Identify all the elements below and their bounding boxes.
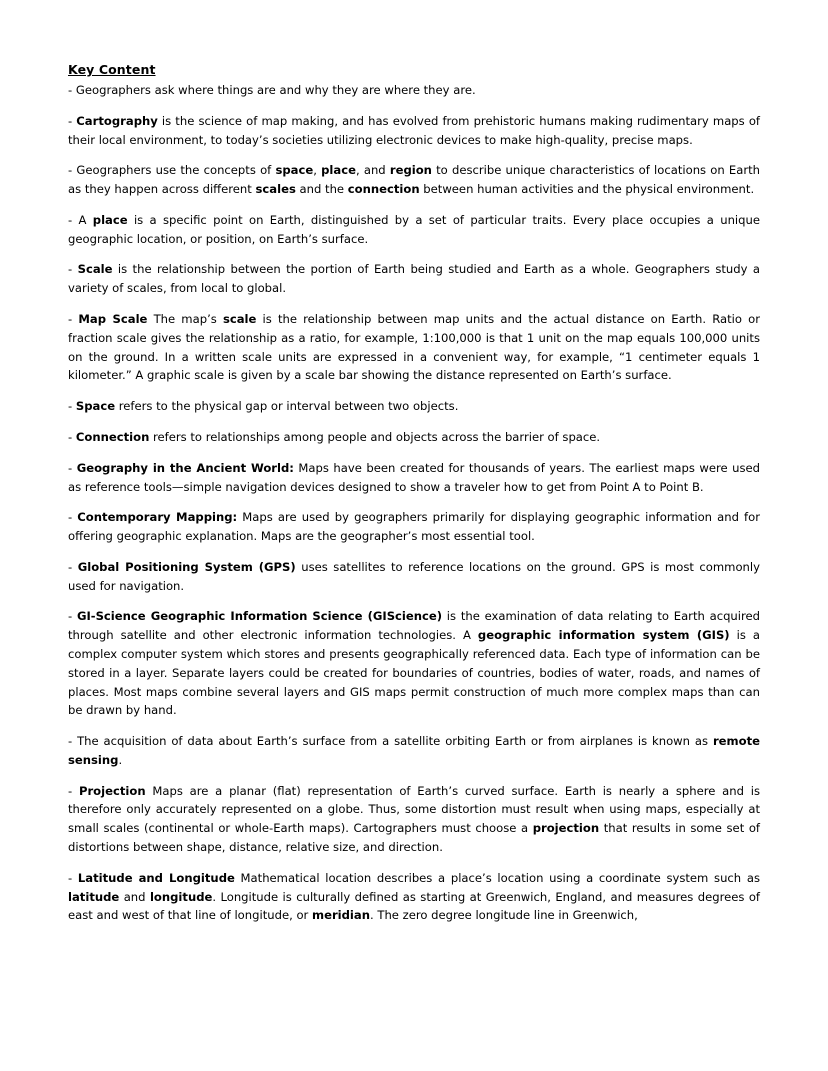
body-text: . Longitude is culturally defined as starting at Greenwich, England, and measures degrees of east and west of that line of longitude, or [68, 889, 761, 923]
body-text: is the examination of data relating to Earth acquired through satellite and other electronic information technologies. A [68, 609, 760, 643]
emphasis-term: Connection [75, 429, 150, 444]
paragraph [68, 732, 760, 770]
emphasis-term: place [92, 212, 128, 227]
emphasis-term: Contemporary Mapping: [77, 510, 238, 525]
body-text: is the science of map making, and has evolved from prehistoric humans making rudimentary maps of their local environment, to today’s societies utilizing electronic devices to make high-quality, precise maps. [68, 113, 760, 147]
document-body [68, 81, 760, 925]
body-text: . [118, 752, 123, 767]
paragraph [68, 260, 760, 298]
paragraph [68, 211, 760, 249]
emphasis-term: geographic information system (GIS) [477, 628, 730, 643]
emphasis-term: Scale [77, 262, 113, 277]
emphasis-term: connection [347, 182, 420, 197]
body-text: - [68, 783, 79, 798]
body-text: is the relationship between map units and the actual distance on Earth. Ratio or fraction scale gives the relationship as a ratio, for example, 1:100,000 is that 1 unit on the map equals 100,000 units on the ground. In a written scale units are expressed in a convenient way, for example, “1 centimeter equals 1 kilometer.” A graphic scale is given by a scale bar showing the distance represented on Earth’s surface. [68, 312, 760, 383]
body-text: and the [295, 182, 348, 197]
paragraph [68, 782, 760, 857]
body-text: between human activities and the physical environment. [419, 182, 755, 197]
emphasis-term: Global Positioning System (GPS) [77, 559, 296, 574]
body-text: Maps have been created for thousands of years. The earliest maps were used as reference tools—simple navigation devices designed to show a traveler how to get from Point A to Point B. [68, 460, 760, 494]
emphasis-term: remote sensing [68, 734, 760, 767]
paragraph [68, 397, 760, 416]
paragraph [68, 607, 760, 720]
paragraph [68, 161, 760, 199]
emphasis-term: scale [222, 312, 257, 327]
emphasis-term: scales [255, 182, 296, 197]
body-text: Mathematical location describes a place’s location using a coordinate system such as [234, 870, 760, 885]
emphasis-term: GI-Science Geographic Information Science (GIScience) [76, 609, 443, 624]
body-text: refers to the physical gap or interval between two objects. [115, 399, 459, 414]
emphasis-term: Cartography [76, 113, 158, 128]
body-text: - Geographers ask where things are and why they are where they are. [68, 83, 476, 97]
body-text: uses satellites to reference locations on the ground. GPS is most commonly used for navigation. [68, 559, 760, 593]
body-text: - [68, 510, 78, 525]
body-text: that results in some set of distortions between shape, distance, relative size, and direction. [68, 821, 760, 854]
body-text: and [119, 889, 150, 904]
emphasis-term: meridian [312, 908, 370, 923]
body-text: - The acquisition of data about Earth’s surface from a satellite orbiting Earth or from airplanes is known as [68, 734, 713, 749]
body-text: , [313, 163, 322, 178]
body-text: - [68, 262, 78, 277]
body-text: to describe unique characteristics of locations on Earth as they happen across different [68, 163, 761, 197]
emphasis-term: latitude [68, 889, 120, 904]
body-text: - [68, 113, 77, 128]
body-text: The map’s [147, 312, 223, 327]
body-text: - [68, 460, 77, 475]
body-text: Maps are a planar (flat) representation of Earth’s curved surface. Earth is nearly a sphere and is therefore only accurately represented on a globe. Thus, some distortion must result when using maps, especially at small scales (continental or whole-Earth maps). Cartographers must choose a [68, 783, 760, 836]
page-title: Key Content [68, 62, 156, 77]
body-text: , and [355, 163, 390, 178]
paragraph [68, 508, 760, 546]
emphasis-term: region [389, 163, 432, 178]
emphasis-term: Map Scale [78, 312, 148, 327]
body-text: - Geographers use the concepts of [68, 163, 276, 178]
emphasis-term: Latitude and Longitude [77, 870, 235, 885]
body-text: is the relationship between the portion of Earth being studied and Earth as a whole. Geographers study a variety of scales, from local to global. [68, 262, 760, 296]
emphasis-term: space [275, 163, 314, 178]
body-text: - [68, 312, 79, 327]
paragraph [68, 81, 760, 100]
paragraph [68, 558, 760, 596]
body-text: - [68, 429, 76, 444]
body-text: refers to relationships among people and objects across the barrier of space. [149, 429, 601, 444]
body-text: - [68, 870, 78, 885]
body-text: - [68, 609, 77, 624]
paragraph [68, 869, 760, 925]
body-text: - A [68, 212, 93, 227]
body-text: is a specific point on Earth, distinguished by a set of particular traits. Every place occupies a unique geographic location, or position, on Earth’s surface. [68, 212, 760, 246]
body-text: is a complex computer system which stores and presents geographically referenced data. Each type of information can be stored in a layer. Separate layers could be created for boundaries of countries, bodies of water, roads, and names of places. Most maps combine several layers and GIS maps permit construction of much more complex maps than can be drawn by hand. [68, 628, 760, 718]
body-text: - [68, 559, 78, 574]
emphasis-term: projection [532, 821, 600, 836]
body-text: - [68, 399, 76, 414]
paragraph [68, 459, 760, 497]
paragraph [68, 310, 760, 385]
emphasis-term: Projection [78, 783, 146, 798]
body-text: Maps are used by geographers primarily for displaying geographic information and for offering geographic explanation. Maps are the geographer’s most essential tool. [68, 510, 760, 544]
paragraph [68, 428, 760, 447]
emphasis-term: Geography in the Ancient World: [76, 460, 294, 475]
emphasis-term: longitude [149, 889, 213, 904]
emphasis-term: place [321, 163, 356, 178]
body-text: . The zero degree longitude line in Greenwich, [370, 908, 638, 923]
paragraph [68, 112, 760, 150]
emphasis-term: Space [75, 399, 116, 414]
